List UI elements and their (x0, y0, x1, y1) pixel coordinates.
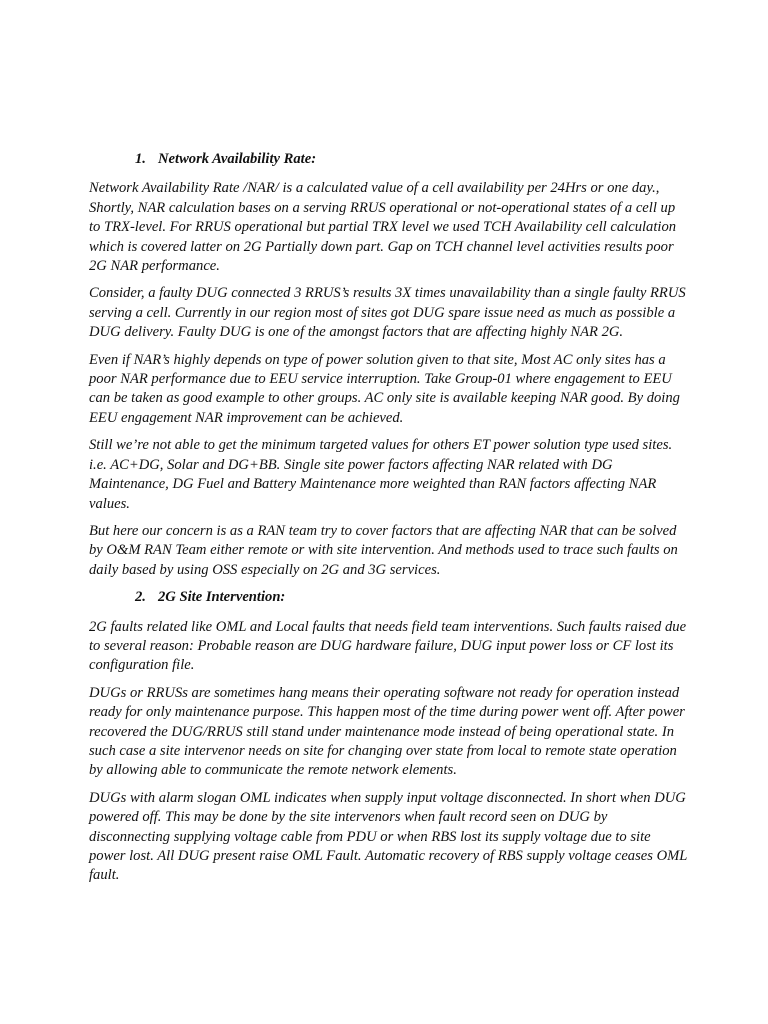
paragraph: Network Availability Rate /NAR/ is a calculated value of a cell availability per 24Hrs or one day., Shortly, NAR calculation bases on a serving RRUS operational or not-operational states of a cell up to TRX-level. For RRUS operational but partial TRX level we used TCH Availability cell calculation which is covered latter on 2G Partially down part. Gap on TCH channel level activities results poor 2G NAR performance. (89, 180, 677, 275)
paragraph: Consider, a faulty DUG connected 3 RRUS’s results 3X times unavailability than a single faulty RRUS serving a cell. Currently in our region most of sites got DUG spare issue need as much as possible a DUG delivery. Faulty DUG is one of the amongst factors that are affecting highly NAR 2G. (89, 285, 686, 341)
document-body (89, 150, 689, 894)
section-heading-network-availability-rate (135, 150, 689, 169)
paragraph: DUGs or RRUSs are sometimes hang means their operating software not ready for operation instead ready for only maintenance purpose. This happen most of the time during power went off. After power recovered the DUG/RRUS still stand under maintenance mode instead of being operational state. In such case a site intervenor needs on site for changing over state from local to remote state operation by allowing able to communicate the remote network elements. (89, 684, 685, 779)
section-number: 2. (135, 589, 146, 606)
paragraph: 2G faults related like OML and Local faults that needs field team interventions. Such faults raised due to several reason: Probable reason are DUG hardware failure, DUG input power loss or CF lost its configuration file. (89, 618, 687, 674)
section-number: 1. (135, 151, 146, 167)
section-title: 2G Site Intervention: (158, 589, 286, 606)
paragraph: Even if NAR’s highly depends on type of power solution given to that site, Most AC only sites has a poor NAR performance due to EEU service interruption. Take Group-01 where engagement to EEU can be taken as good example to other groups. AC only site is available keeping NAR good. By doing EEU engagement NAR improvement can be achieved. (89, 351, 680, 426)
paragraph: Still we’re not able to get the minimum targeted values for others ET power solution type used sites. i.e. AC+DG, Solar and DG+BB. Single site power factors affecting NAR related with DG Maintenance, DG Fuel and Battery Maintenance more weighted than RAN factors affecting NAR values. (89, 437, 673, 512)
section-title: Network Availability Rate: (158, 151, 317, 167)
paragraph: DUGs with alarm slogan OML indicates when supply input voltage disconnected. In short when DUG powered off. This may be done by the site intervenors when fault record seen on DUG by disconnecting supplying voltage cable from PDU or when RBS lost its supply voltage due to site power lost. All DUG present raise OML Fault. Automatic recovery of RBS supply voltage ceases OML fault. (89, 789, 688, 884)
section-heading-2g-site-intervention (135, 588, 689, 607)
paragraph: But here our concern is as a RAN team try to cover factors that are affecting NAR that can be solved by O&M RAN Team either remote or with site intervention. And methods used to trace such faults on daily based by using OSS especially on 2G and 3G services. (89, 522, 678, 578)
